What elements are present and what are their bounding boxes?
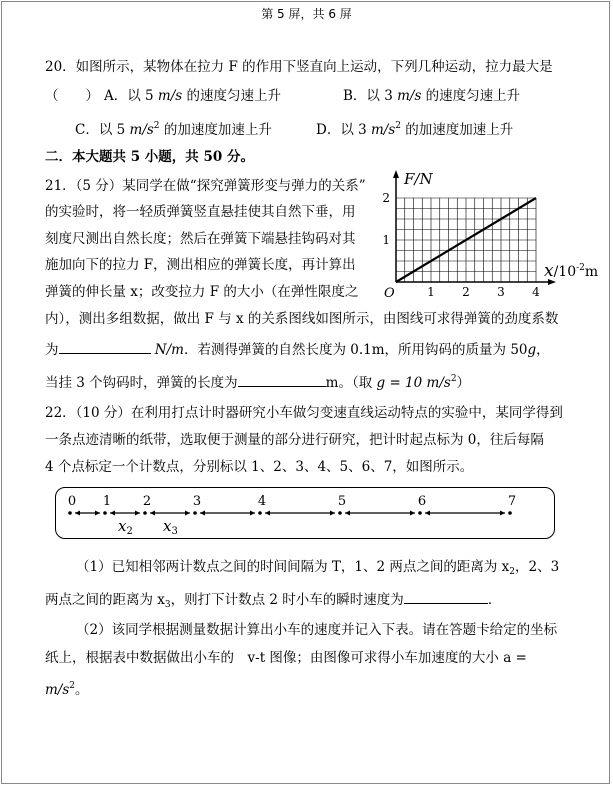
arrow-head — [265, 511, 270, 516]
x3-label: $x_3$ — [163, 517, 178, 537]
arrow-head — [200, 511, 205, 516]
tape-dot — [418, 511, 422, 515]
q20-option-c: C．以 5 $m/s^2$ 的加速度加速上升 — [75, 121, 272, 138]
tape-label: 0 — [67, 494, 77, 509]
arrow-head — [250, 511, 255, 516]
arrow-head — [345, 511, 350, 516]
x-tick-label: 2 — [462, 285, 470, 299]
q22-part2-line1: （2）该同学根据测量数据计算出小车的速度并记入下表。请在答题卡给定的坐标 — [76, 622, 558, 638]
q21-line2: 的实验时，将一轻质弹簧竖直悬挂使其自然下垂，用 — [45, 204, 356, 220]
arrow-head — [185, 511, 190, 516]
arrow-head — [330, 511, 335, 516]
tape-dot — [193, 511, 197, 515]
tape-label: 5 — [337, 494, 347, 509]
q21-line7: 为 N/m．若测得弹簧的自然长度为 0.1m，所用钩码的质量为 50g， — [45, 339, 550, 359]
arrow-head — [410, 511, 415, 516]
q22-part2-line3: $m/s^2$。 — [45, 681, 89, 698]
x-tick-label: 1 — [427, 285, 435, 299]
tape-dot — [258, 511, 262, 515]
tape-dot — [103, 511, 107, 515]
spring-constant-blank — [59, 339, 151, 354]
q20-option-d: D．以 3 $m/s^2$ 的加速度加速上升 — [316, 121, 514, 138]
tape-dot — [338, 511, 342, 515]
q20-answer-paren: （ ） — [45, 88, 99, 104]
tape-label: 6 — [417, 494, 427, 509]
q22-part1-line1: （1）已知相邻两计数点之间的时间间隔为 T，1、2 两点之间的距离为 $x_2$，2、3 — [76, 559, 560, 577]
force-extension-chart — [378, 164, 613, 314]
page-header: 第 5 屏，共 6 屏 — [261, 7, 352, 21]
origin-label: O — [384, 286, 395, 301]
x-tick-label: 4 — [532, 285, 540, 299]
q20-stem: 20．如图所示，某物体在拉力 F 的作用下竖直向上运动，下列几种运动，拉力最大是 — [45, 59, 553, 75]
q22-line2: 一条点迹清晰的纸带，选取便于测量的部分进行研究，把计时起点标为 0，往后每隔 — [45, 432, 544, 448]
q21-line3: 刻度尺测出自然长度；然后在弹簧下端悬挂钩码对其 — [45, 231, 356, 247]
y-axis-arrow — [393, 170, 399, 178]
tape-label: 2 — [142, 494, 152, 509]
q22-line3: 4 个点标定一个计数点，分别标以 1、2、3、4、5、6、7，如图所示。 — [45, 459, 474, 475]
tape-dot — [68, 511, 72, 515]
q21-line5: 弹簧的伸长量 x；改变拉力 F 的大小（在弹性限度之 — [45, 284, 359, 300]
q22-part1-line2: 两点之间的距离为 $x_3$，则打下计数点 2 时小车的瞬时速度为 ． — [45, 589, 501, 614]
x-tick-label: 3 — [497, 285, 505, 299]
q22-part2-line2: 纸上，根据表中数据做出小车的 v-t 图像；由图像可求得小车加速度的大小 a = — [45, 650, 527, 666]
arrow-head — [425, 511, 430, 516]
x-axis-label: $x/10^{-2}m$ — [544, 261, 599, 281]
tape-dot — [143, 511, 147, 515]
x2-label: $x_2$ — [118, 517, 133, 537]
arrow-head — [75, 511, 80, 516]
tape-dot — [508, 511, 512, 515]
spring-length-blank — [238, 372, 326, 387]
velocity-blank — [404, 589, 488, 604]
y-axis-label: F/N — [404, 170, 433, 188]
y-tick-label: 2 — [382, 191, 390, 205]
q20-option-a: A．以 5 m/s 的速度匀速上升 — [104, 88, 281, 104]
arrow-head — [95, 511, 100, 516]
tape-label: 4 — [257, 494, 267, 509]
y-tick-label: 1 — [382, 233, 390, 247]
arrow-head — [500, 511, 505, 516]
section-title: 二．本大题共 5 小题，共 50 分。 — [45, 149, 254, 165]
tape-label: 1 — [102, 494, 112, 509]
q21-line4: 施加向下的拉力 F，测出相应的弹簧长度，再计算出 — [45, 257, 356, 273]
arrow-head — [135, 511, 140, 516]
q21-line1: 21．（5 分）某同学在做“探究弹簧形变与弹力的关系” — [45, 178, 366, 194]
q21-line8: 当挂 3 个钩码时，弹簧的长度为 m。（取 g = 10 $m/s^2$） — [45, 374, 471, 391]
tape-diagram — [55, 487, 555, 539]
q22-line1: 22．（10 分）在利用打点计时器研究小车做匀变速直线运动特点的实验中，某同学得到 — [45, 405, 563, 421]
q20-option-b: B．以 3 m/s 的速度匀速上升 — [343, 88, 521, 104]
q21-line6: 内），测出多组数据，做出 F 与 x 的关系图线如图所示，由图线可求得弹簧的劲度系数 — [45, 311, 559, 327]
arrow-head — [150, 511, 155, 516]
tape-label: 7 — [507, 494, 517, 509]
tape-label: 3 — [192, 494, 202, 509]
arrow-head — [110, 511, 115, 516]
